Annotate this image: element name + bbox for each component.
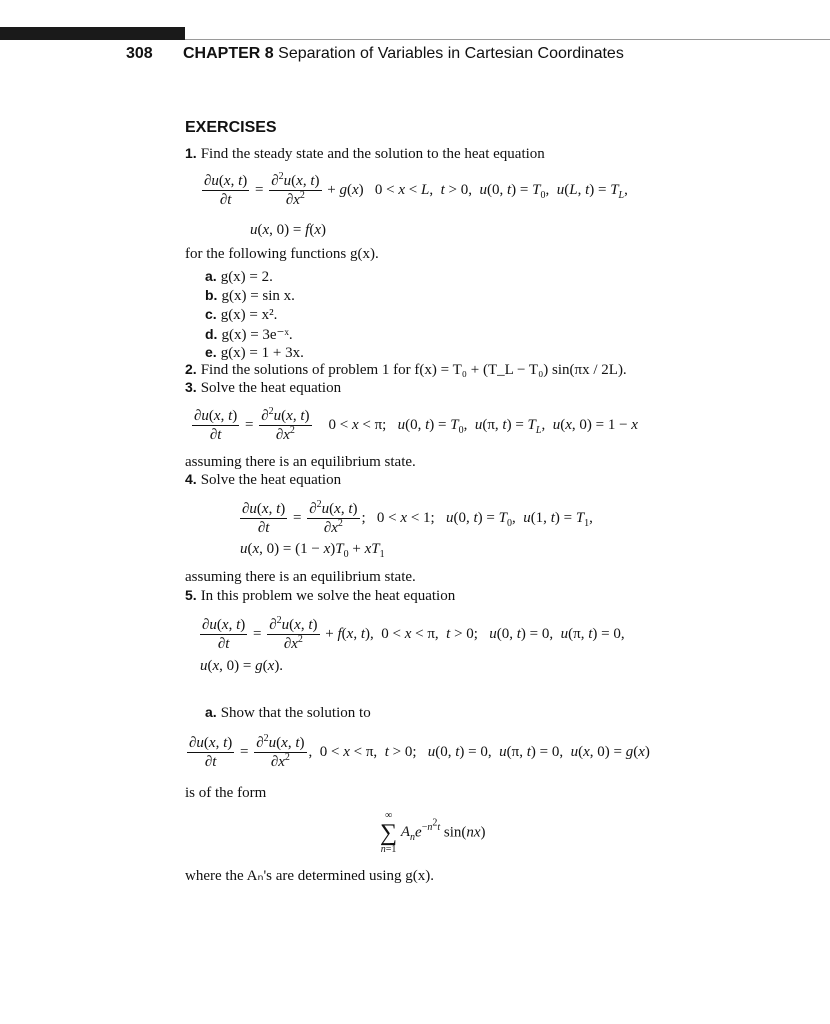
exercise-1: 1. Find the steady state and the solution to the heat equation [185, 145, 545, 162]
equation-5: $\frac{\partial u(x, t)}{\partial t}$ = $\frac{\partial^2u(x, t)}{\partial x^2}$ + f(x, t), 0 < x < π, t > 0; u(0, t) = 0, u(π, t) = 0, [202, 615, 625, 652]
exercise-4: 4. Solve the heat equation [185, 471, 342, 488]
part-a: a. Show that the solution to [205, 704, 371, 721]
section-title: EXERCISES [185, 119, 277, 136]
equation-3: $\frac{\partial u(x, t)}{\partial t}$ = $\frac{\partial^2u(x, t)}{\partial x^2}$ 0 < x < π; u(0, $t) = T_0$, u(π, $t) = T_L$, u(x, 0) = 1 − x [194, 406, 638, 443]
header-rule [185, 39, 830, 40]
exercise-2: 2. Find the solutions of problem 1 for f(x) = T₀ + (T_L − T₀) sin(πx / 2L). [185, 361, 627, 378]
exercise-text: for the following functions g(x). [185, 246, 379, 262]
exercise-text: assuming there is an equilibrium state. [185, 569, 416, 585]
series-expression: ∞ ∑ n=1 $A_ne^{-n^2t}$ sin(nx) [380, 810, 486, 855]
exercise-text: assuming there is an equilibrium state. [185, 454, 416, 470]
list-item: e. g(x) = 1 + 3x. [205, 344, 304, 361]
list-item: a. g(x) = 2. [205, 268, 273, 285]
list-item: d. g(x) = 3e⁻ˣ. [205, 326, 293, 343]
equation-4: $\frac{\partial u(x, t)}{\partial t}$ = $\frac{\partial^2u(x, t)}{\partial x^2}$ ; 0 < x < 1; u(0, $t) = T_0$, u(1, $t) = T_1$, [242, 499, 593, 536]
exercise-3: 3. Solve the heat equation [185, 379, 342, 396]
equation-4-ic: u(x, $0) = (1 - x)T_0 + xT_1$ [240, 541, 385, 560]
equation-5-ic: u(x, 0) = g(x). [200, 658, 284, 674]
list-item: c. g(x) = x². [205, 306, 278, 323]
exercise-5: 5. In this problem we solve the heat equation [185, 587, 456, 604]
exercise-text: where the Aₙ's are determined using g(x). [185, 868, 435, 884]
exercise-text: Find the steady state and the solution to the heat equation [200, 146, 545, 162]
page-number: 308 [126, 45, 153, 62]
exercise-text: is of the form [185, 785, 267, 801]
equation-1-ic: u(x, 0) = f(x) [250, 222, 326, 238]
equation-5a: $\frac{\partial u(x, t)}{\partial t}$ = $\frac{\partial^2u(x, t)}{\partial x^2}$ , 0 < x < π, t > 0; u(0, t) = 0, u(π, t) = 0, u(x, 0) = g(x) [189, 733, 650, 770]
list-item: b. g(x) = sin x. [205, 287, 295, 304]
chapter-heading: CHAPTER 8 Separation of Variables in Cartesian Coordinates [183, 45, 624, 62]
header-bar [0, 27, 185, 40]
equation-1: $\frac{\partial u(x, t)}{\partial t}$ = $\frac{\partial^2u(x, t)}{\partial x^2}$ + g(x) 0 < x < L, t > 0, u(0, $t) = T_0$, u(L, $t) = T_L$, [204, 171, 628, 208]
